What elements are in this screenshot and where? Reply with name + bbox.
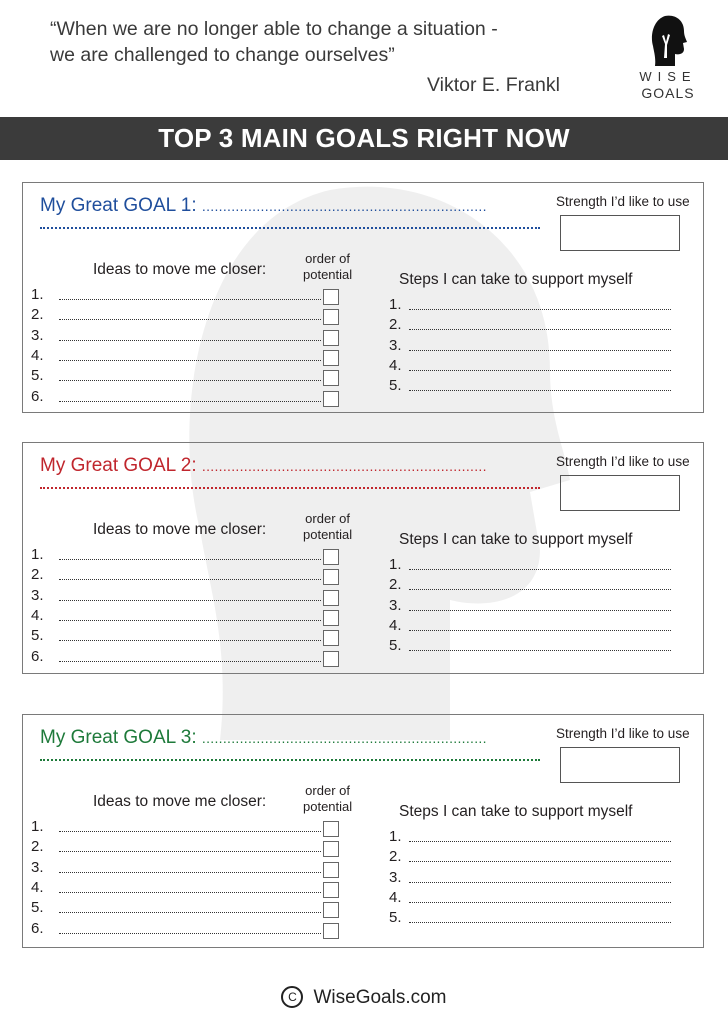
step-input-line[interactable] — [409, 882, 671, 883]
goal-card-3 — [22, 714, 704, 948]
order-checkbox[interactable] — [323, 569, 339, 585]
ideas-label: Ideas to move me closer: — [93, 521, 267, 538]
footer — [0, 986, 728, 1009]
step-row — [389, 616, 409, 636]
order-checkbox[interactable] — [323, 862, 339, 878]
goal-title — [40, 455, 487, 477]
quote-line-2: we are challenged to change ourselves” — [50, 44, 395, 66]
idea-number: 2. — [31, 566, 44, 584]
strength-input-box[interactable] — [560, 475, 680, 511]
idea-input-line[interactable] — [59, 661, 321, 662]
idea-number: 3. — [31, 586, 44, 604]
steps-label: Steps I can take to support myself — [399, 271, 633, 288]
step-input-line[interactable] — [409, 861, 671, 862]
idea-row — [31, 565, 51, 585]
step-number: 5. — [389, 909, 402, 927]
step-row — [389, 295, 409, 315]
order-of-potential-label — [303, 251, 352, 283]
order-checkbox[interactable] — [323, 841, 339, 857]
strength-input-box[interactable] — [560, 747, 680, 783]
idea-input-line[interactable] — [59, 933, 321, 934]
step-input-line[interactable] — [409, 390, 671, 391]
goal-card-1 — [22, 182, 704, 413]
strength-label: Strength I’d like to use — [556, 726, 690, 741]
goal-dots: .................................................................... — [201, 730, 487, 746]
title-bar — [0, 117, 728, 160]
step-number: 1. — [389, 828, 402, 845]
idea-number: 2. — [31, 306, 44, 324]
step-input-line[interactable] — [409, 309, 671, 310]
idea-input-line[interactable] — [59, 620, 321, 621]
order-checkbox[interactable] — [323, 882, 339, 898]
idea-row — [31, 898, 51, 918]
order-label-line-1: order of — [305, 251, 350, 266]
step-row — [389, 636, 409, 656]
idea-number: 6. — [31, 919, 44, 937]
goal-input-line[interactable] — [40, 487, 540, 489]
order-label-line-2: potential — [303, 799, 353, 814]
idea-row — [31, 606, 51, 626]
idea-number: 1. — [31, 818, 44, 835]
step-number: 5. — [389, 377, 402, 395]
step-row — [389, 376, 409, 396]
strength-label: Strength I’d like to use — [556, 194, 690, 209]
goal-label: My Great GOAL 1: — [40, 195, 197, 216]
goal-title — [40, 195, 487, 217]
footer-website: WiseGoals.com — [313, 987, 447, 1008]
logo-text-wise: WISE — [639, 69, 697, 84]
idea-row — [31, 305, 51, 325]
step-row — [389, 847, 409, 867]
step-row — [389, 596, 409, 616]
idea-row — [31, 366, 51, 386]
idea-number: 3. — [31, 326, 44, 344]
step-number: 3. — [389, 596, 402, 614]
order-checkbox[interactable] — [323, 549, 339, 565]
idea-number: 4. — [31, 606, 44, 624]
goal-label: My Great GOAL 2: — [40, 455, 197, 476]
step-row — [389, 888, 409, 908]
idea-row — [31, 647, 51, 667]
idea-input-line[interactable] — [59, 912, 321, 913]
goal-dots: .................................................................... — [201, 458, 487, 474]
step-input-line[interactable] — [409, 902, 671, 903]
step-number: 4. — [389, 616, 402, 634]
step-row — [389, 315, 409, 335]
idea-input-line[interactable] — [59, 851, 321, 852]
idea-input-line[interactable] — [59, 380, 321, 381]
idea-input-line[interactable] — [59, 360, 321, 361]
goal-input-line[interactable] — [40, 227, 540, 229]
order-checkbox[interactable] — [323, 902, 339, 918]
idea-number: 6. — [31, 387, 44, 405]
idea-row — [31, 878, 51, 898]
step-number: 4. — [389, 356, 402, 374]
idea-number: 1. — [31, 546, 44, 563]
idea-input-line[interactable] — [59, 640, 321, 641]
idea-input-line[interactable] — [59, 892, 321, 893]
step-input-line[interactable] — [409, 589, 671, 590]
goal-card-2 — [22, 442, 704, 674]
step-input-line[interactable] — [409, 610, 671, 611]
order-checkbox[interactable] — [323, 309, 339, 325]
idea-row — [31, 858, 51, 878]
order-label-line-1: order of — [305, 783, 350, 798]
idea-input-line[interactable] — [59, 872, 321, 873]
step-number: 2. — [389, 316, 402, 334]
idea-input-line[interactable] — [59, 340, 321, 341]
idea-row — [31, 817, 51, 837]
step-number: 1. — [389, 296, 402, 313]
step-number: 2. — [389, 576, 402, 594]
goal-label: My Great GOAL 3: — [40, 727, 197, 748]
goal-input-line[interactable] — [40, 759, 540, 761]
order-checkbox[interactable] — [323, 630, 339, 646]
order-checkbox[interactable] — [323, 651, 339, 667]
step-number: 4. — [389, 888, 402, 906]
idea-input-line[interactable] — [59, 831, 321, 832]
idea-row — [31, 387, 51, 407]
ideas-label: Ideas to move me closer: — [93, 261, 267, 278]
idea-number: 4. — [31, 878, 44, 896]
idea-row — [31, 919, 51, 939]
step-row — [389, 336, 409, 356]
order-checkbox[interactable] — [323, 590, 339, 606]
order-of-potential-label — [303, 511, 352, 543]
step-number: 5. — [389, 637, 402, 655]
step-row — [389, 868, 409, 888]
order-checkbox[interactable] — [323, 350, 339, 366]
step-input-line[interactable] — [409, 370, 671, 371]
step-row — [389, 575, 409, 595]
idea-number: 1. — [31, 286, 44, 303]
goal-title — [40, 727, 487, 749]
idea-row — [31, 837, 51, 857]
step-input-line[interactable] — [409, 922, 671, 923]
goal-dots: .................................................................... — [201, 198, 487, 214]
idea-input-line[interactable] — [59, 579, 321, 580]
strength-label: Strength I’d like to use — [556, 454, 690, 469]
idea-row — [31, 545, 51, 565]
page-title: TOP 3 MAIN GOALS RIGHT NOW — [158, 123, 570, 153]
idea-number: 5. — [31, 899, 44, 917]
step-input-line[interactable] — [409, 841, 671, 842]
step-input-line[interactable] — [409, 350, 671, 351]
idea-number: 3. — [31, 858, 44, 876]
idea-row — [31, 586, 51, 606]
order-label-line-2: potential — [303, 527, 353, 542]
idea-input-line[interactable] — [59, 600, 321, 601]
idea-number: 5. — [31, 367, 44, 385]
idea-input-line[interactable] — [59, 401, 321, 402]
step-row — [389, 356, 409, 376]
order-checkbox[interactable] — [323, 821, 339, 837]
order-label-line-1: order of — [305, 511, 350, 526]
order-of-potential-label — [303, 783, 352, 815]
quote-line-1: “When we are no longer able to change a situation - — [50, 18, 498, 40]
steps-label: Steps I can take to support myself — [399, 531, 633, 548]
idea-number: 4. — [31, 346, 44, 364]
order-checkbox[interactable] — [323, 610, 339, 626]
step-number: 3. — [389, 868, 402, 886]
idea-number: 6. — [31, 647, 44, 665]
step-number: 3. — [389, 336, 402, 354]
idea-number: 2. — [31, 838, 44, 856]
idea-number: 5. — [31, 627, 44, 645]
step-row — [389, 827, 409, 847]
order-checkbox[interactable] — [323, 923, 339, 939]
order-checkbox[interactable] — [323, 370, 339, 386]
steps-label: Steps I can take to support myself — [399, 803, 633, 820]
ideas-label: Ideas to move me closer: — [93, 793, 267, 810]
idea-input-line[interactable] — [59, 319, 321, 320]
wise-goals-logo — [636, 14, 700, 100]
step-row — [389, 555, 409, 575]
order-checkbox[interactable] — [323, 330, 339, 346]
step-input-line[interactable] — [409, 569, 671, 570]
order-checkbox[interactable] — [323, 289, 339, 305]
step-input-line[interactable] — [409, 650, 671, 651]
quote — [50, 16, 498, 68]
strength-input-box[interactable] — [560, 215, 680, 251]
step-input-line[interactable] — [409, 329, 671, 330]
idea-row — [31, 285, 51, 305]
logo-text-goals: GOALS — [641, 85, 695, 101]
step-row — [389, 908, 409, 928]
idea-row — [31, 326, 51, 346]
head-silhouette-icon — [651, 14, 687, 66]
idea-row — [31, 346, 51, 366]
idea-row — [31, 626, 51, 646]
copyright-icon: C — [281, 986, 303, 1008]
idea-input-line[interactable] — [59, 299, 321, 300]
idea-input-line[interactable] — [59, 559, 321, 560]
step-number: 1. — [389, 556, 402, 573]
quote-author: Viktor E. Frankl — [427, 74, 560, 96]
step-input-line[interactable] — [409, 630, 671, 631]
step-number: 2. — [389, 848, 402, 866]
order-checkbox[interactable] — [323, 391, 339, 407]
order-label-line-2: potential — [303, 267, 353, 282]
